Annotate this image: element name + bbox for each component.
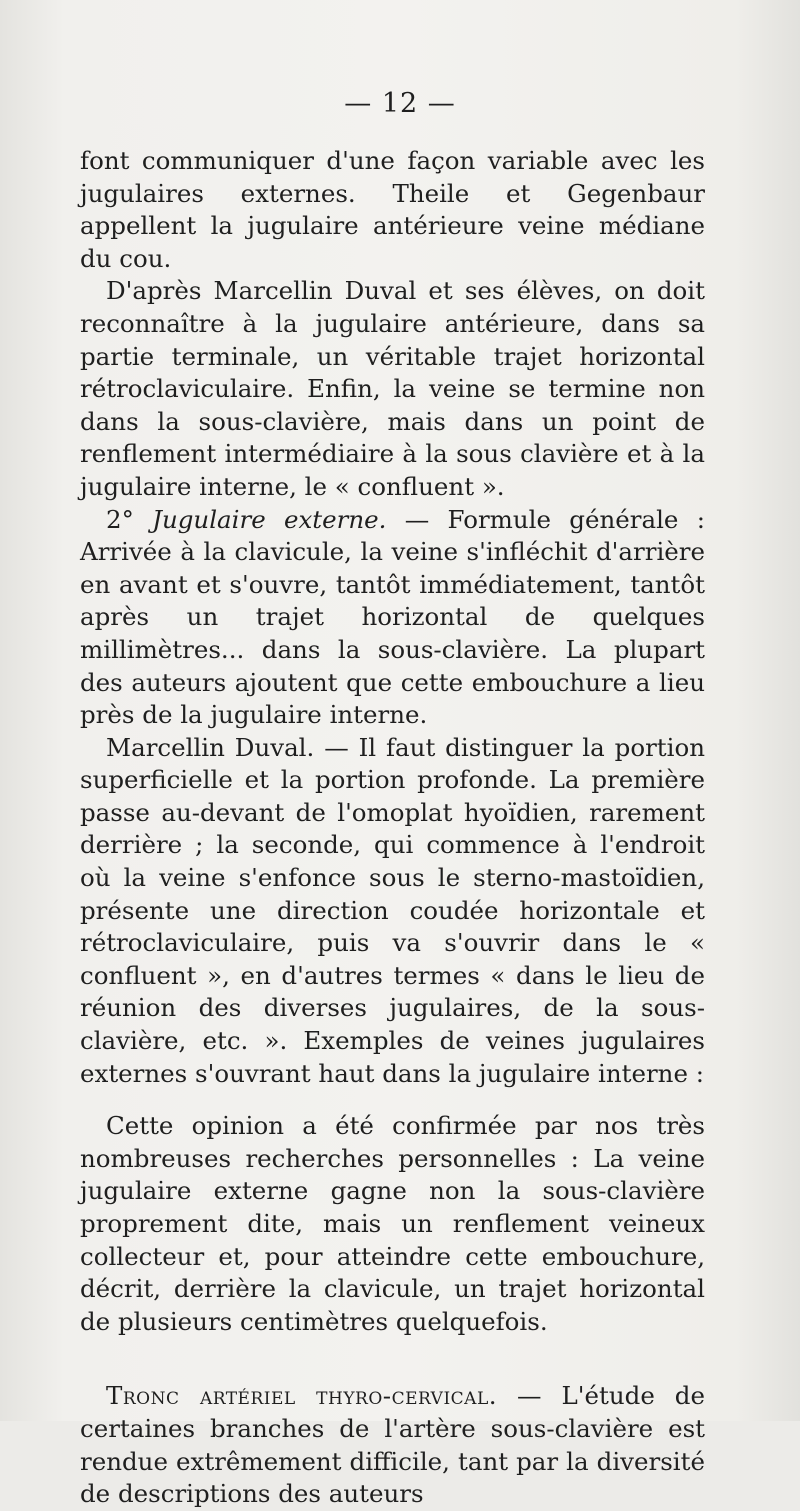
- paragraph-3-text: — Formule générale : Arrivée à la clavicule, la veine s'infléchit d'arrière en avant et s'ouvre, tantôt immédiatement, tantôt après un trajet horizontal de quelques millimètres... dans la sous-clavière. La plupart des auteurs ajoutent que cette embouchure a lieu près de la jugulaire interne.: [80, 504, 705, 730]
- page-number: — 12 —: [344, 88, 456, 119]
- paragraph-5: Cette opinion a été confirmée par nos très nombreuses recherches personnelles : La veine jugulaire externe gagne non la sous-clavière proprement dite, mais un renflement veineux collecteur et, pour atteindre cette embouchure, décrit, derrière la clavicule, un trajet horizontal de plusieurs centimètres quelquefois.: [80, 1111, 705, 1336]
- paragraph-6: [80, 1380, 705, 1510]
- paragraph-6-text: — L'étude de certaines branches de l'artère sous-clavière est rendue extrêmement difficile, tant par la diversité de descriptions des auteurs: [80, 1381, 705, 1509]
- paragraph-4: Marcellin Duval. — Il faut distinguer la portion superficielle et la portion profonde. La première passe au-devant de l'omoplat hyoïdien, rarement derrière ; la seconde, qui commence à l'endroit où la veine s'enfonce sous le sterno-mastoïdien, présente une direction coudée horizontale et rétroclaviculaire, puis va s'ouvrir dans le « confluent », en d'autres termes « dans le lieu de réunion des diverses jugulaires, de la sous-clavière, etc. ». Exemples de veines jugulaires externes s'ouvrant haut dans la jugulaire interne :: [80, 732, 705, 1088]
- tronc-arteriel-heading: Tronc artériel thyro-cervical.: [106, 1381, 498, 1411]
- paragraph-2: D'après Marcellin Duval et ses élèves, on doit reconnaître à la jugulaire antérieure, dans sa partie terminale, un véritable trajet horizontal rétroclaviculaire. Enfin, la veine se termine non dans la sous-clavière, mais dans un point de renflement intermédiaire à la sous clavière et à la jugulaire interne, le « confluent ».: [80, 276, 705, 501]
- jugulaire-externe-heading: Jugulaire externe.: [152, 504, 387, 534]
- paragraph-1: font communiquer d'une façon variable avec les jugulaires externes. Theile et Gegenbaur appellent la jugulaire antérieure veine médiane du cou.: [80, 146, 705, 273]
- paragraph-3: [80, 504, 705, 732]
- body-text: [80, 145, 705, 1511]
- paragraph-3-prefix: 2°: [106, 504, 153, 534]
